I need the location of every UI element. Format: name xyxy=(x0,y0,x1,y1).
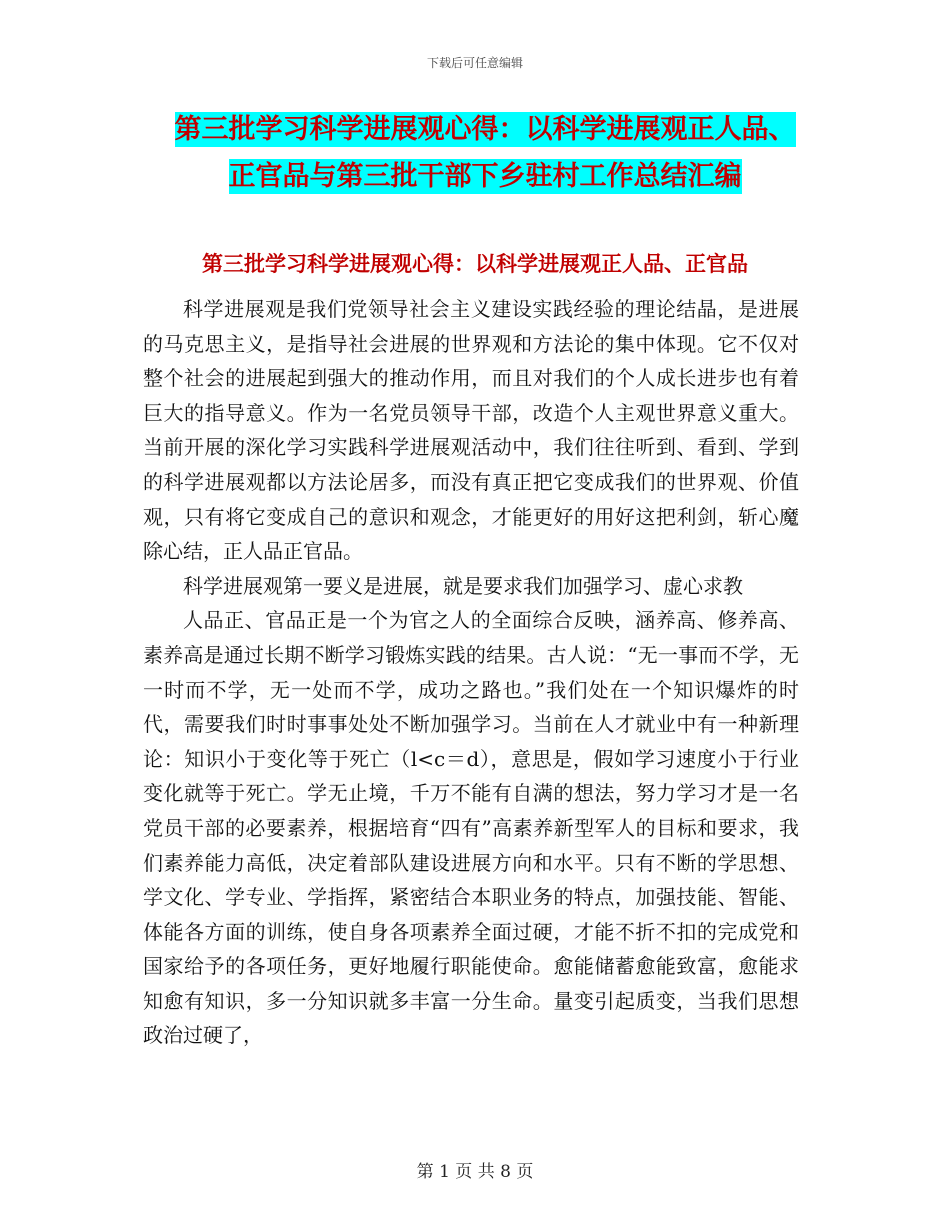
document-title-line-1: 第三批学习科学进展观心得：以科学进展观正人品、 xyxy=(174,114,796,145)
paragraph-3: 人品正、官品正是一个为官之人的全面综合反映，涵养高、修养高、素养高是通过长期不断学习锻炼实践的结果。古人说：“无一事而不学，无一时而不学，无一处而不学，成功之路也。”我们处在一个知识爆炸的时代，需要我们时时事事处处不断加强学习。当前在人才就业中有一种新理论：知识小于变化等于死亡（l<c＝d），意思是，假如学习速度小于行业变化就等于死亡。学无止境，千万不能有自满的想法，努力学习才是一名党员干部的必要素养，根据培育“四有”高素养新型军人的目标和要求，我们素养能力高低，决定着部队建设进展方向和水平。只有不断的学思想、学文化、学专业、学指挥，紧密结合本职业务的特点，加强技能、智能、体能各方面的训练，使自身各项素养全面过硬，才能不折不扣的完成党和国家给予的各项任务，更好地履行职能使命。愈能储蓄愈能致富，愈能求知愈有知识，多一分知识就多丰富一分生命。量变引起质变，当我们思想政治过硬了， xyxy=(143,608,799,1048)
paragraph-2: 科学进展观第一要义是进展，就是要求我们加强学习、虚心求教 xyxy=(183,573,743,598)
document-title-line-2: 正官品与第三批干部下乡驻村工作总结汇编 xyxy=(228,161,742,192)
paragraph-1: 科学进展观是我们党领导社会主义建设实践经验的理论结晶，是进展的马克思主义，是指导社会进展的世界观和方法论的集中体现。它不仅对整个社会的进展起到强大的推动作用，而且对我们的个人成长进步也有着巨大的指导意义。作为一名党员领导干部，改造个人主观世界意义重大。当前开展的深化学习实践科学进展观活动中，我们往往听到、看到、学到的科学进展观都以方法论居多，而没有真正把它变成我们的世界观、价值观，只有将它变成自己的意识和观念，才能更好的用好这把利剑，斩心魔除心结，正人品正官品。 xyxy=(143,297,799,564)
section-heading: 第三批学习科学进展观心得：以科学进展观正人品、正官品 xyxy=(202,252,748,276)
document-title xyxy=(140,106,830,200)
page-header-note: 下载后可任意编辑 xyxy=(426,56,523,70)
body-text xyxy=(143,292,799,1053)
page-number: 第 1 页 共 8 页 xyxy=(416,1162,534,1182)
